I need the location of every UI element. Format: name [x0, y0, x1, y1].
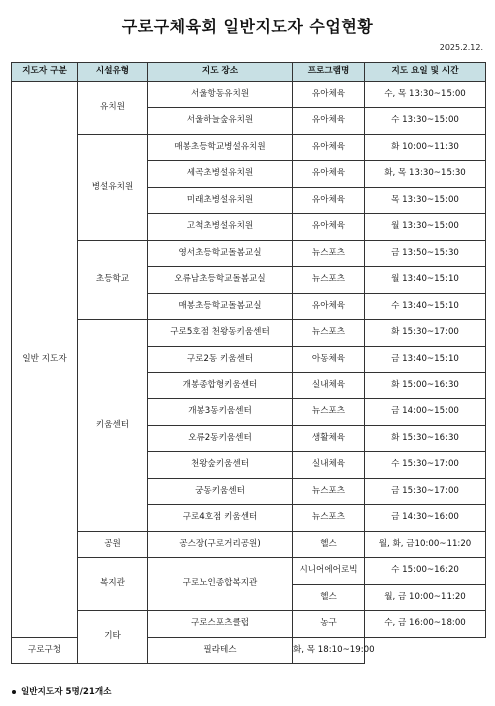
document-date: 2025.2.12. [439, 43, 483, 52]
program-cell: 뉴스포츠 [293, 505, 365, 531]
place-cell: 천왕숲키움센터 [148, 452, 293, 478]
schedule-cell: 월 13:30~15:00 [365, 214, 486, 240]
program-cell: 유아체육 [293, 108, 365, 134]
schedule-cell: 월 13:40~15:10 [365, 267, 486, 293]
table-row [12, 240, 486, 266]
schedule-cell: 수 13:30~15:00 [365, 108, 486, 134]
program-cell: 뉴스포츠 [293, 267, 365, 293]
schedule-cell: 수, 금 16:00~18:00 [365, 611, 486, 637]
place-cell: 서울하늘숲유치원 [148, 108, 293, 134]
program-cell: 유아체육 [293, 161, 365, 187]
program-cell: 농구 [293, 611, 365, 637]
program-cell: 뉴스포츠 [293, 399, 365, 425]
facility-type-cell: 초등학교 [78, 240, 148, 319]
program-cell: 생활체육 [293, 425, 365, 451]
place-cell: 구로5호점 천왕동키움센터 [148, 320, 293, 346]
table-row [12, 611, 486, 637]
place-cell: 구로4호점 키움센터 [148, 505, 293, 531]
place-cell: 미래초병설유치원 [148, 187, 293, 213]
facility-type-cell: 유치원 [78, 82, 148, 135]
program-cell: 유아체육 [293, 187, 365, 213]
program-cell: 헬스 [293, 531, 365, 557]
facility-type-cell: 병설유치원 [78, 134, 148, 240]
schedule-cell: 월, 화, 금10:00~11:20 [365, 531, 486, 557]
facility-type-cell: 키움센터 [78, 320, 148, 532]
schedule-cell: 수 15:00~16:20 [365, 558, 486, 584]
place-cell: 영서초등학교돌봄교실 [148, 240, 293, 266]
page-title: 구로구체육회 일반지도자 수업현황 [121, 17, 374, 36]
schedule-cell: 화 15:30~16:30 [365, 425, 486, 451]
table-header-row [12, 63, 486, 82]
header-leader-type: 지도자 구분 [12, 63, 78, 82]
place-cell: 공스장(구로거리공원) [148, 531, 293, 557]
header-facility-type: 시설유형 [78, 63, 148, 82]
place-cell: 구로스포츠클럽 [148, 611, 293, 637]
leader-type-cell: 일반 지도자 [12, 82, 78, 638]
summary-note [12, 685, 111, 697]
place-cell: 구로2동 키움센터 [148, 346, 293, 372]
schedule-cell: 수, 목 13:30~15:00 [365, 82, 486, 108]
program-cell: 필라테스 [148, 637, 293, 663]
schedule-cell: 화, 목 18:10~19:00 [293, 637, 365, 663]
schedule-cell: 금 15:30~17:00 [365, 478, 486, 504]
program-cell: 실내체육 [293, 372, 365, 398]
schedule-cell: 화 10:00~11:30 [365, 134, 486, 160]
schedule-cell: 금 13:40~15:10 [365, 346, 486, 372]
header-program: 프로그램명 [293, 63, 365, 82]
summary-note-text: 일반지도자 5명/21개소 [21, 687, 112, 697]
facility-type-cell: 기타 [78, 611, 148, 664]
place-cell: 개봉3동키움센터 [148, 399, 293, 425]
program-cell: 헬스 [293, 584, 365, 610]
place-cell: 고척초병설유치원 [148, 214, 293, 240]
table-row [12, 558, 486, 584]
place-cell: 세곡초병설유치원 [148, 161, 293, 187]
schedule-cell: 금 14:30~16:00 [365, 505, 486, 531]
program-cell: 유아체육 [293, 214, 365, 240]
schedule-cell: 수 15:30~17:00 [365, 452, 486, 478]
schedule-cell: 화 15:00~16:30 [365, 372, 486, 398]
facility-type-cell: 공원 [78, 531, 148, 557]
place-cell: 매봉초등학교병설유치원 [148, 134, 293, 160]
schedule-cell: 금 13:50~15:30 [365, 240, 486, 266]
program-cell: 유아체육 [293, 293, 365, 319]
program-cell: 시니어에어로빅 [293, 558, 365, 584]
program-cell: 뉴스포츠 [293, 478, 365, 504]
place-cell: 구로노인종합복지관 [148, 558, 293, 611]
schedule-table [11, 62, 486, 664]
program-cell: 유아체육 [293, 82, 365, 108]
table-row [12, 82, 486, 108]
table-row [12, 320, 486, 346]
facility-type-cell: 복지관 [78, 558, 148, 611]
place-cell: 서울항동유치원 [148, 82, 293, 108]
place-cell: 구로구청 [12, 637, 78, 663]
program-cell: 뉴스포츠 [293, 240, 365, 266]
schedule-cell: 화 15:30~17:00 [365, 320, 486, 346]
place-cell: 개봉종합형키움센터 [148, 372, 293, 398]
place-cell: 오류2동키움센터 [148, 425, 293, 451]
program-cell: 실내체육 [293, 452, 365, 478]
schedule-cell: 수 13:40~15:10 [365, 293, 486, 319]
table-row [12, 531, 486, 557]
place-cell: 궁동키움센터 [148, 478, 293, 504]
program-cell: 아동체육 [293, 346, 365, 372]
schedule-cell: 금 14:00~15:00 [365, 399, 486, 425]
header-schedule: 지도 요일 및 시간 [365, 63, 486, 82]
bullet-icon [12, 690, 16, 694]
schedule-cell: 월, 금 10:00~11:20 [365, 584, 486, 610]
program-cell: 유아체육 [293, 134, 365, 160]
schedule-cell: 목 13:30~15:00 [365, 187, 486, 213]
table-row [12, 134, 486, 160]
header-place: 지도 장소 [148, 63, 293, 82]
program-cell: 뉴스포츠 [293, 320, 365, 346]
place-cell: 오류남초등학교돌봄교실 [148, 267, 293, 293]
schedule-cell: 화, 목 13:30~15:30 [365, 161, 486, 187]
place-cell: 매봉초등학교돌봄교실 [148, 293, 293, 319]
